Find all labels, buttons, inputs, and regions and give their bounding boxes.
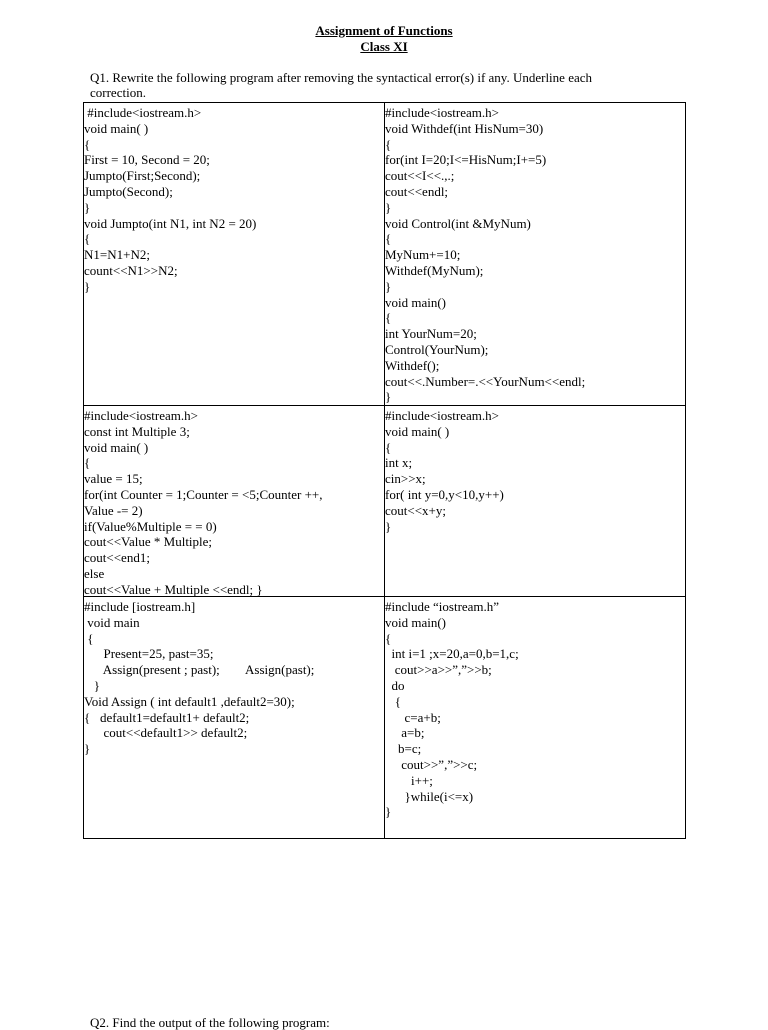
code-line: cout<<.Number=.<<YourNum<<endl; [385,373,586,389]
code-line: for(int Counter = 1;Counter = <5;Counter ++, [84,486,323,502]
code-line: cout<<end1; [84,550,150,566]
code-line: Void Assign ( int default1 ,default2=30); [84,693,295,709]
code-line: cout<<Value * Multiple; [84,534,213,550]
code-line: } [385,278,392,294]
code-line: int YourNum=20; [385,326,477,342]
code-line: #include “iostream.h” [385,599,500,614]
code-line: a=b; [385,725,425,741]
code-line: cout<<I<<.,.; [385,168,455,184]
code-line: cout<<endl; [385,183,449,199]
code-cell-5 [83,596,385,839]
code-line: count<<N1>>N2; [84,262,178,278]
code-line: { [84,630,94,646]
code-line: c=a+b; [385,709,441,725]
code-line: } [385,199,392,215]
code-line: { [84,455,91,471]
code-line: } [385,518,392,534]
code-line: { [385,310,392,326]
code-line: i++; [385,772,433,788]
code-cell-4 [384,405,686,597]
code-line: #include<iostream.h> [385,408,499,423]
code-line: { [84,136,91,152]
code-line: Withdef(); [385,357,440,373]
code-line: Withdef(MyNum); [385,262,484,278]
page-title: Assignment of Functions [315,23,453,38]
question-2: Q2. Find the output of the following program: [90,1015,330,1030]
code-line: Jumpto(Second); [84,183,173,199]
code-line: { [385,136,392,152]
code-line: do [385,677,405,693]
code-line: void Withdef(int HisNum=30) [385,120,544,136]
code-line: { [385,693,401,709]
code-line: value = 15; [84,471,143,487]
code-line: cout>>a>>”,”>>b; [385,662,492,678]
code-cell-6 [384,596,686,839]
code-line: void main() [385,294,447,310]
code-line: void main( ) [84,120,149,136]
code-line: cin>>x; [385,471,426,487]
code-line: } [385,804,392,820]
code-line: #include<iostream.h> [84,105,202,120]
code-cell-2 [384,102,686,406]
code-line: } [84,741,91,757]
code-line: void Jumpto(int N1, int N2 = 20) [84,215,257,231]
code-line: void main( ) [84,439,149,455]
code-line: cout>>”,”>>c; [385,756,478,772]
code-line: int i=1 ;x=20,a=0,b=1,c; [385,646,519,662]
code-line: } [84,677,100,693]
code-line: { [385,630,392,646]
code-line: } [84,278,91,294]
code-line: #include<iostream.h> [84,408,198,423]
code-line: cout<<default1>> default2; [84,725,248,741]
code-line: First = 10, Second = 20; [84,152,210,168]
code-cell-3 [83,405,385,597]
code-line: MyNum+=10; [385,247,461,263]
code-line: } [84,199,91,215]
code-line: { [84,231,91,247]
code-line: const int Multiple 3; [84,423,190,439]
code-line: { default1=default1+ default2; [84,709,250,725]
code-line: if(Value%Multiple = = 0) [84,518,217,534]
code-line: { [385,439,392,455]
code-line: Control(YourNum); [385,341,489,357]
code-line: b=c; [385,741,422,757]
class-subtitle: Class XI [360,39,408,54]
code-line: void main( ) [385,423,450,439]
code-line: #include<iostream.h> [385,105,499,120]
code-line: else [84,565,105,581]
code-line: { [385,231,392,247]
code-line: N1=N1+N2; [84,247,150,263]
code-line: void main [84,614,140,630]
code-line: void main() [385,614,447,630]
code-line: Assign(present ; past); Assign(past); [84,662,315,678]
code-line: #include [iostream.h] [84,599,196,614]
code-line: Present=25, past=35; [84,646,214,662]
code-line: for( int y=0,y<10,y++) [385,486,504,502]
code-line: void Control(int &MyNum) [385,215,531,231]
code-line: }while(i<=x) [385,788,474,804]
code-line: cout<<Value + Multiple <<endl; } [84,581,263,597]
code-line: Jumpto(First;Second); [84,168,201,184]
code-line: int x; [385,455,413,471]
code-cell-1 [83,102,385,406]
question-1: Q1. Rewrite the following program after removing the syntactical error(s) if any. Underline each correction. [90,70,592,100]
code-line: for(int I=20;I<=HisNum;I+=5) [385,152,547,168]
code-line: } [385,389,392,405]
code-line: cout<<x+y; [385,502,446,518]
code-line: Value -= 2) [84,502,143,518]
